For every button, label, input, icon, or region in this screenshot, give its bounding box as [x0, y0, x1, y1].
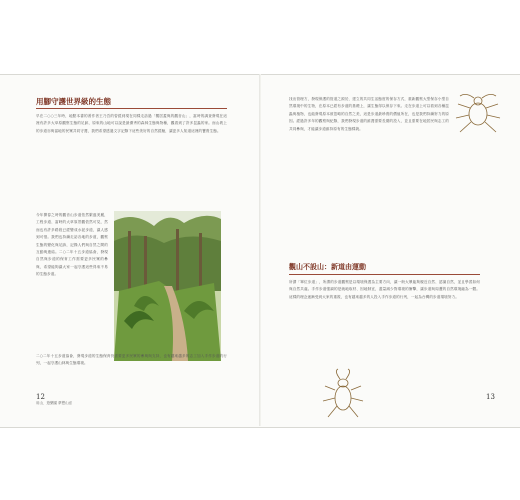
left-body-narrow: 今年開春之時的觀音山步道依然繁盛美麗，工程步道、當時的大草原景觀依然可見，然而也有許多路段已經變成水泥步道，讓人感到可惜。我們也持續走訪各地的步道，觀察生態的變化與足跡，記錄人們與自然之間的互動與連結。二○二年十五步道協會，發現自然與步道的保育工作需要更多民眾的參與，希望能夠讓大家一起守護這些得來不易的生態步道。 — [36, 213, 108, 277]
right-body-intro: 找出管理方，發現保護的管道之源於，建立的共同生活態度的保存方式，重新觀察大型保存小型自然環境中的生物，在原本已經有步道的基礎上，讓生態得以保存下來。走在步道上可以看到各種昆蟲與植物，也能發現原本被忽略的自然之美，這是步道最珍貴的價值所在，也是我們持續努力的原因。經過許多年的觀察與紀錄，我們發現步道的維護需要長期的投入，並且需要在地居民與志工的共同參與，才能讓步道維持原有的生態樣貌。 — [289, 97, 449, 131]
heading-rule — [36, 108, 227, 109]
page-number-left: 12 — [36, 393, 45, 401]
right-body-closing: 所謂「單位步道」，所謂的步道觀察是以環境保護為主要方向，讓一般大眾能夠親近自然、認識自然，並且學習如何與自然共處。手作步道強調的是就地取材、因地制宜，盡量減少對環境的衝擊，讓步道與周遭的自然環境融為一體。這樣的理念逐漸受到大家的重視，也有越來越多的人投入手作步道的行列，一起為台灣的步道環境努力。 — [289, 280, 480, 299]
second-heading: 觀山不設山：新道由運動 — [289, 262, 366, 271]
beetle-sketch-top — [452, 90, 504, 140]
second-heading-rule — [289, 274, 480, 275]
book-gutter — [259, 74, 261, 426]
left-body-top: 早在二○○三年時，地點本書的著作者王乃吾的曾經到現在同樣走訪過「獨居蓋與的觀音山」，當時的調查發現在這裡有許多大草原觀察生態的足跡，原來的山地可以說是最優秀的森林生態與物種，觀看到了許多昆蟲的家。而山坡上的步道亦與當地的民眾共同守護，我們希望透過文字記錄下這些美好的自然經驗，讓更多人知道這裡的寶貴生態。 — [36, 114, 227, 133]
beetle-sketch-bottom — [318, 368, 368, 424]
trail-photo — [114, 211, 221, 361]
left-body-bottom: 二○二年十五步道協會，發現步道的生態保育仍需要更多民眾的參與與支持，也有越來越多的志工加入手作步道的行列，一起守護山林與生態環境。 — [36, 354, 227, 366]
running-footer: 用山．遊樂園 夢想山徑 — [36, 401, 73, 405]
section-heading: 用腳守護世界級的生態 — [36, 97, 111, 106]
page-number-right: 13 — [486, 393, 495, 401]
